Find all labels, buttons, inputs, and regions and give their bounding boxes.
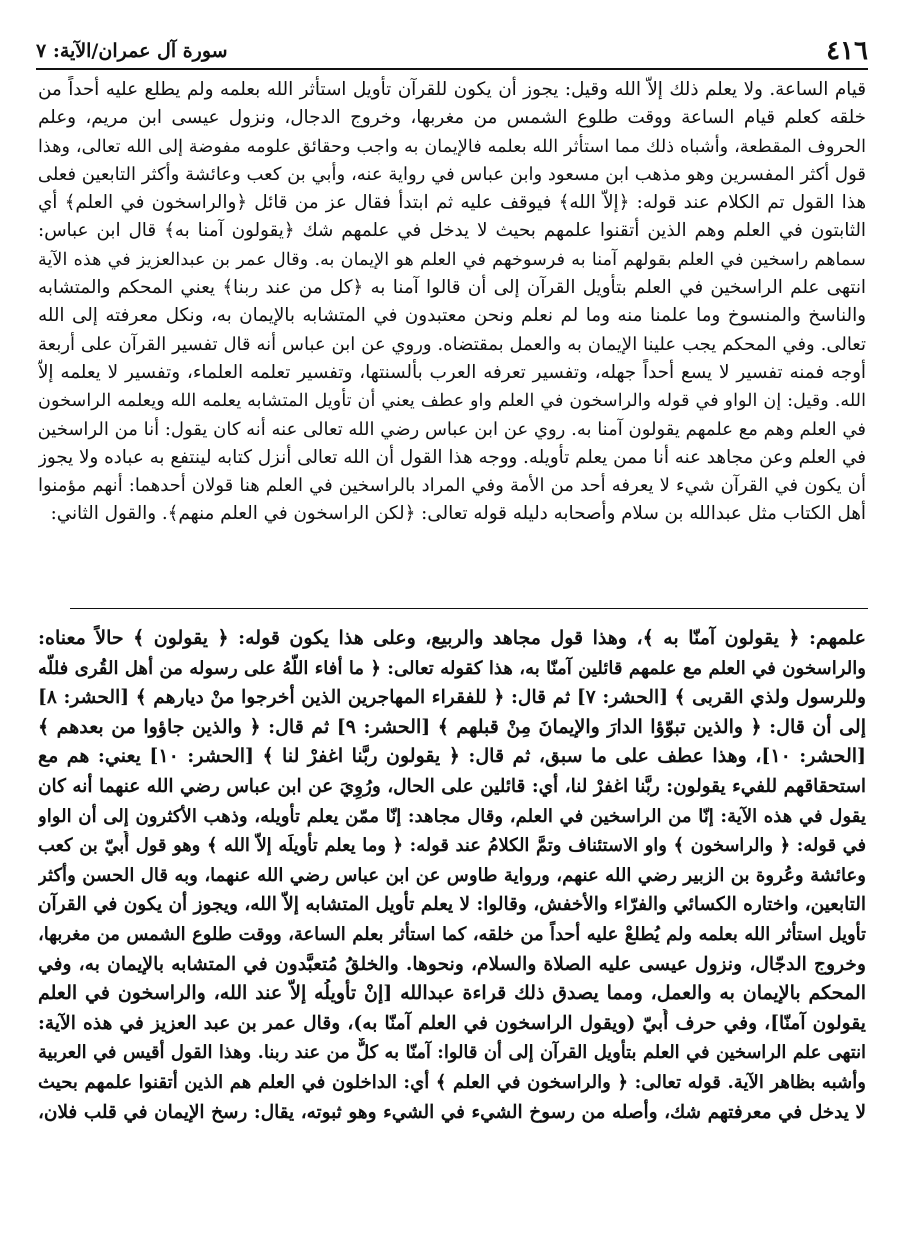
text-line: في العلم وهم مع علمهم يقولون آمنا به. روي عن ابن عباس رضي الله تعالى عنه أنه كان يقول: أنا من الراسخين [38, 418, 866, 440]
header-rule [36, 68, 868, 70]
text-line: التابعين، واختاره الكسائي والفرّاء والأخفش، وقالوا: لا يعلم تأويل المتشابه إلاّ الله، ويجوز أن يكون في القرآن [38, 894, 866, 916]
text-line: وأشبه بظاهر الآية. قوله تعالى: ﴿ والراسخون في العلم ﴾ أي: الداخلون في العلم هم الذين أتقنوا علمهم بحيث [38, 1071, 866, 1093]
text-line: قول أكثر المفسرين وهو مذهب ابن مسعود وابن عباس في رواية عنه، وأبي بن كعب وعائشة وأكثر التابعين فعلى [38, 163, 866, 185]
text-line: في العلم وعن مجاهد عنه أنا ممن يعلم تأويله. ووجه هذا القول أن الله تعالى أنزل كتابه لينتفع به عباده ولا يجوز [38, 446, 866, 468]
text-line: انتهى علم الراسخين في العلم بتأويل القرآن إلى أن قالوا آمنا به ﴿كل من عند ربنا﴾ يعني المحكم والمتشابه [38, 277, 866, 299]
text-line: انتهى علم الراسخين في العلم بتأويل القرآن إلى أن قالوا: آمنّا به كلٌّ من عند ربنا. وهذا القول أقيس في العربية [38, 1042, 866, 1064]
text-line: في قوله: ﴿ والراسخون ﴾ واو الاستئناف وتمَّ الكلامُ عند قوله: ﴿ وما يعلم تأويلَه إلاّ الله ﴾ وهو قول أُبيّ بن كعب [38, 835, 866, 857]
text-line: وللرسول ولذي القربى ﴾ [الحشر: ٧] ثم قال: ﴿ للفقراء المهاجرين الذين أخرجوا منْ ديارهم ﴾ [الحشر: ٨] [38, 686, 866, 709]
main-commentary [38, 76, 866, 529]
text-line: [الحشر: ١٠]، وهذا عطف على ما سبق، ثم قال: ﴿ يقولون ربَّنا اغفرْ لنا ﴾ [الحشر: ١٠] يعني: هم مع [38, 745, 866, 768]
text-line: الله. وقيل: إن الواو في قوله والراسخون في العلم واو عطف يعني أن تأويل المتشابه يعلمه الله ويعلمه الراسخون [38, 391, 866, 412]
text-line: أوجه فمنه تفسير لا يسع أحداً جهله، وتفسير تعرفه العرب بألسنتها، وتفسير تعلمه العلماء، وتفسير لا يعلمه إلاّ [38, 361, 866, 383]
text-line: لا يدخل في معرفتهم شك، وأصله من رسوخ الشيء في الشيء وهو ثبوته، يقال: رسخ الإيمان في قلب فلان، [38, 1101, 866, 1123]
text-line: أهل الكتاب مثل عبدالله بن سلام وأصحابه دليله قوله تعالى: ﴿لكن الراسخون في العلم منهم﴾. والقول الثاني: [50, 503, 866, 525]
text-line: يقولون آمنّا]، وفي حرف أُبيّ (ويقول الراسخون في العلم آمنّا به)، وقال عمر بن عبد العزيز في هذه الآية: [38, 1011, 866, 1034]
text-line: تأويل استأثر الله بعلمه ولم يُطلعْ عليه أحداً من خلقه، كما استأثر بعلم الساعة، ووقت طلوع الشمس من مغربها، [38, 923, 866, 945]
page-header [36, 30, 868, 66]
text-line: تعالى. وفي المحكم يجب علينا الإيمان به والعمل بمقتضاه. وروي عن ابن عباس أنه قال تفسير القرآن على أربعة [38, 333, 866, 355]
running-head: سورة آل عمران/الآية: ٧ [36, 40, 228, 62]
text-line: هذا القول تم الكلام عند قوله: ﴿إلاّ الله﴾ فيوقف عليه ثم ابتدأ فقال عز من قائل ﴿والراسخون في العلم﴾ أي [38, 192, 866, 214]
lower-commentary [38, 624, 866, 1127]
text-line: الحروف المقطعة، وأشباه ذلك مما استأثر الله بعلمه فالإيمان به واجب وحقائق علومه مفوضة إلى الله تعالى، وهذا [38, 136, 866, 157]
text-line: المحكم بالإيمان به والعمل، ومما يصدق ذلك قراءة عبدالله [إنْ تأويلُه إلاّ عند الله، والراسخون في العلم [38, 982, 866, 1005]
text-line: استحقاقهم للفيء يقولون: ربَّنا اغفرْ لنا، أي: قائلين على الحال، ورُوِيَ عن ابن عباس رضي الله عنهما أنه كان [38, 775, 866, 797]
text-line: والراسخون في العلم مع علمهم قائلين آمنّا به، هذا كقوله تعالى: ﴿ ما أفاء اللَّهُ على رسوله من أهل القُرى فللّه [38, 657, 866, 679]
text-line: والناسخ والمنسوخ وما علمنا منه وما لم نعلم ونحن معتبدون في المتشابه بالإيمان به، ونكل معرفته إلى الله [38, 305, 866, 327]
section-divider [70, 608, 868, 609]
text-line: سماهم راسخين في العلم بقولهم آمنا به فرسوخهم في العلم هو الإيمان به. وقال عمر بن عبدالعزيز في هذه الآية [38, 249, 866, 270]
text-line: وعائشة وعُروة بن الزبير رضي الله عنهم، ورواية طاوس عن ابن عباس رضي الله عنهما، وبه قال الحسن وأكثر [38, 864, 866, 886]
text-line: وخروج الدجّال، ونزول عيسى عليه الصلاة والسلام، ونحوها. والخلقُ مُتعبَّدون في المتشابه بالإيمان به، وفي [38, 952, 866, 975]
text-line: الثابتون في العلم وهم الذين أتقنوا علمهم بحيث لا يدخل في علمهم شك ﴿يقولون آمنا به﴾ قال ابن عباس: [38, 220, 866, 242]
text-line: قيام الساعة. ولا يعلم ذلك إلاّ الله وقيل: يجوز أن يكون للقرآن تأويل استأثر الله بعلمه ولم يطلع عليه أحداً من [38, 79, 866, 100]
text-line: علمهم: ﴿ يقولون آمنّا به ﴾، وهذا قول مجاهد والربيع، وعلى هذا يكون قوله: ﴿ يقولون ﴾ حالاً معناه: [38, 627, 866, 649]
text-line: إلى أن قال: ﴿ والذين تبوّؤا الدارَ والإيمانَ مِنْ قبلهم ﴾ [الحشر: ٩] ثم قال: ﴿ والذين جاؤوا من بعدهم ﴾ [38, 715, 866, 738]
text-line: خلقه كعلم قيام الساعة ووقت طلوع الشمس من مغربها، وخروج الدجال، ونزول عيسى ابن مريم، وعلم [38, 107, 866, 129]
text-line: أن يكون في القرآن شيء لا يعرفه أحد من الأمة وفي المراد بالراسخين في العلم هنا قولان أحدهما: أنهم مؤمنوا [38, 475, 866, 497]
text-line: يقول في هذه الآية: إنّا من الراسخين في العلم، وقال مجاهد: إنّا ممّن يعلم تأويله، وذهب الأكثرون إلى أن الواو [38, 805, 866, 827]
page-number: ٤١٦ [826, 36, 868, 66]
